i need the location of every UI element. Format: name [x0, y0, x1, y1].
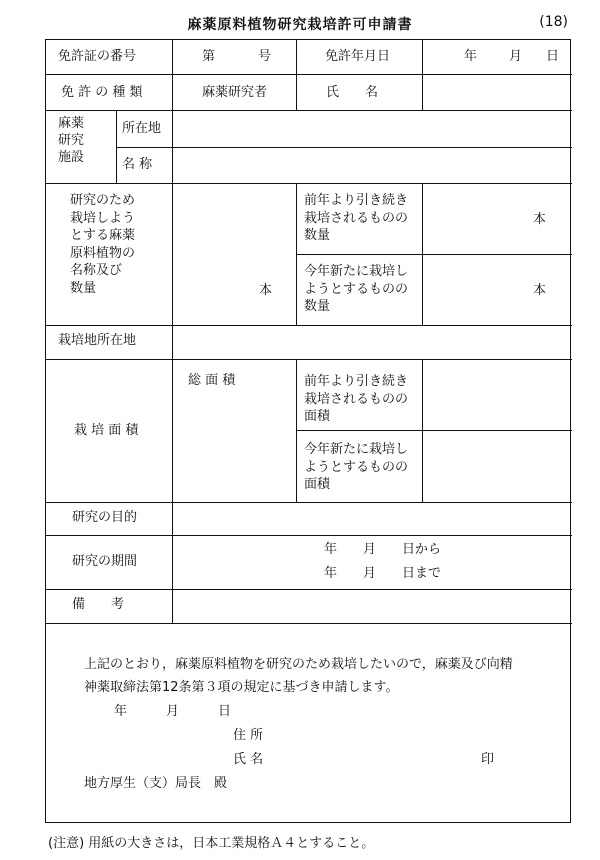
rule [172, 110, 173, 184]
plants-total-unit: 本 [259, 283, 273, 298]
form-title: 麻薬原料植物研究栽培許可申請書 [187, 17, 413, 33]
rule [422, 183, 423, 326]
rule [46, 535, 572, 536]
period-from: 年 月 日から [324, 542, 442, 557]
rule [296, 254, 572, 255]
plants-new-unit: 本 [533, 283, 547, 298]
period-label: 研究の期間 [72, 554, 138, 569]
license-number-go: 号 [258, 49, 272, 64]
area-new-label: 今年新たに栽培し ようとするものの 面積 [304, 442, 409, 493]
license-date-day: 日 [546, 49, 560, 64]
license-type-label: 免 許 の 種 類 [61, 85, 143, 100]
applicant-name-label: 氏 名 [233, 752, 264, 767]
rule [46, 589, 572, 590]
rule [46, 183, 572, 184]
rule [172, 40, 173, 111]
rule [46, 502, 572, 503]
applicant-address-label: 住 所 [233, 728, 264, 743]
facility-location-label: 所在地 [122, 121, 162, 136]
area-total-label: 総 面 積 [188, 373, 236, 388]
rule [422, 359, 423, 503]
period-to: 年 月 日まで [324, 566, 442, 581]
license-date-month: 月 [509, 49, 523, 64]
declaration-line-2: 神薬取締法第12条第３項の規定に基づき申請します。 [84, 680, 399, 695]
site-label: 栽培地所在地 [58, 333, 137, 348]
plants-label: 研究のため 栽培しよう とする麻薬 原料植物の 名称及び 数量 [70, 193, 136, 296]
license-type-value: 麻薬研究者 [202, 85, 268, 100]
declaration-line-1: 上記のとおり，麻薬原料植物を研究のため栽培したいので，麻薬及び向精 [84, 657, 513, 672]
rule [46, 74, 572, 75]
addressee: 地方厚生（支）局長 殿 [84, 776, 228, 791]
rule [46, 110, 572, 111]
remarks-label: 備 考 [72, 597, 125, 612]
license-date-label: 免許年月日 [325, 49, 391, 64]
form-number: (18) [539, 14, 568, 30]
plants-continuing-unit: 本 [533, 212, 547, 227]
rule [46, 623, 572, 624]
area-label: 栽 培 面 積 [74, 423, 139, 438]
rule [296, 430, 572, 431]
rule [116, 110, 117, 184]
application-form [45, 39, 571, 823]
rule [46, 325, 572, 326]
seal-mark: 印 [481, 752, 495, 767]
footnote: (注意) 用紙の大きさは，日本工業規格Ａ４とすること。 [48, 836, 375, 851]
plants-continuing-label: 前年より引き続き 栽培されるものの 数量 [304, 193, 409, 244]
license-number-dai: 第 [202, 49, 216, 64]
declaration-date: 年 月 日 [114, 704, 232, 719]
area-continuing-label: 前年より引き続き 栽培されるものの 面積 [304, 374, 409, 425]
purpose-label: 研究の目的 [72, 510, 138, 525]
facility-name-label: 名 称 [122, 157, 153, 172]
rule [296, 40, 297, 111]
rule [46, 359, 572, 360]
license-date-year: 年 [464, 49, 478, 64]
rule [296, 183, 297, 326]
rule [422, 40, 423, 111]
rule [172, 183, 173, 623]
name-label: 氏 名 [326, 85, 379, 100]
rule [116, 147, 572, 148]
rule [296, 359, 297, 503]
plants-new-label: 今年新たに栽培し ようとするものの 数量 [304, 264, 409, 315]
license-number-label: 免許証の番号 [58, 49, 137, 64]
facility-label: 麻薬 研究 施設 [58, 116, 85, 165]
